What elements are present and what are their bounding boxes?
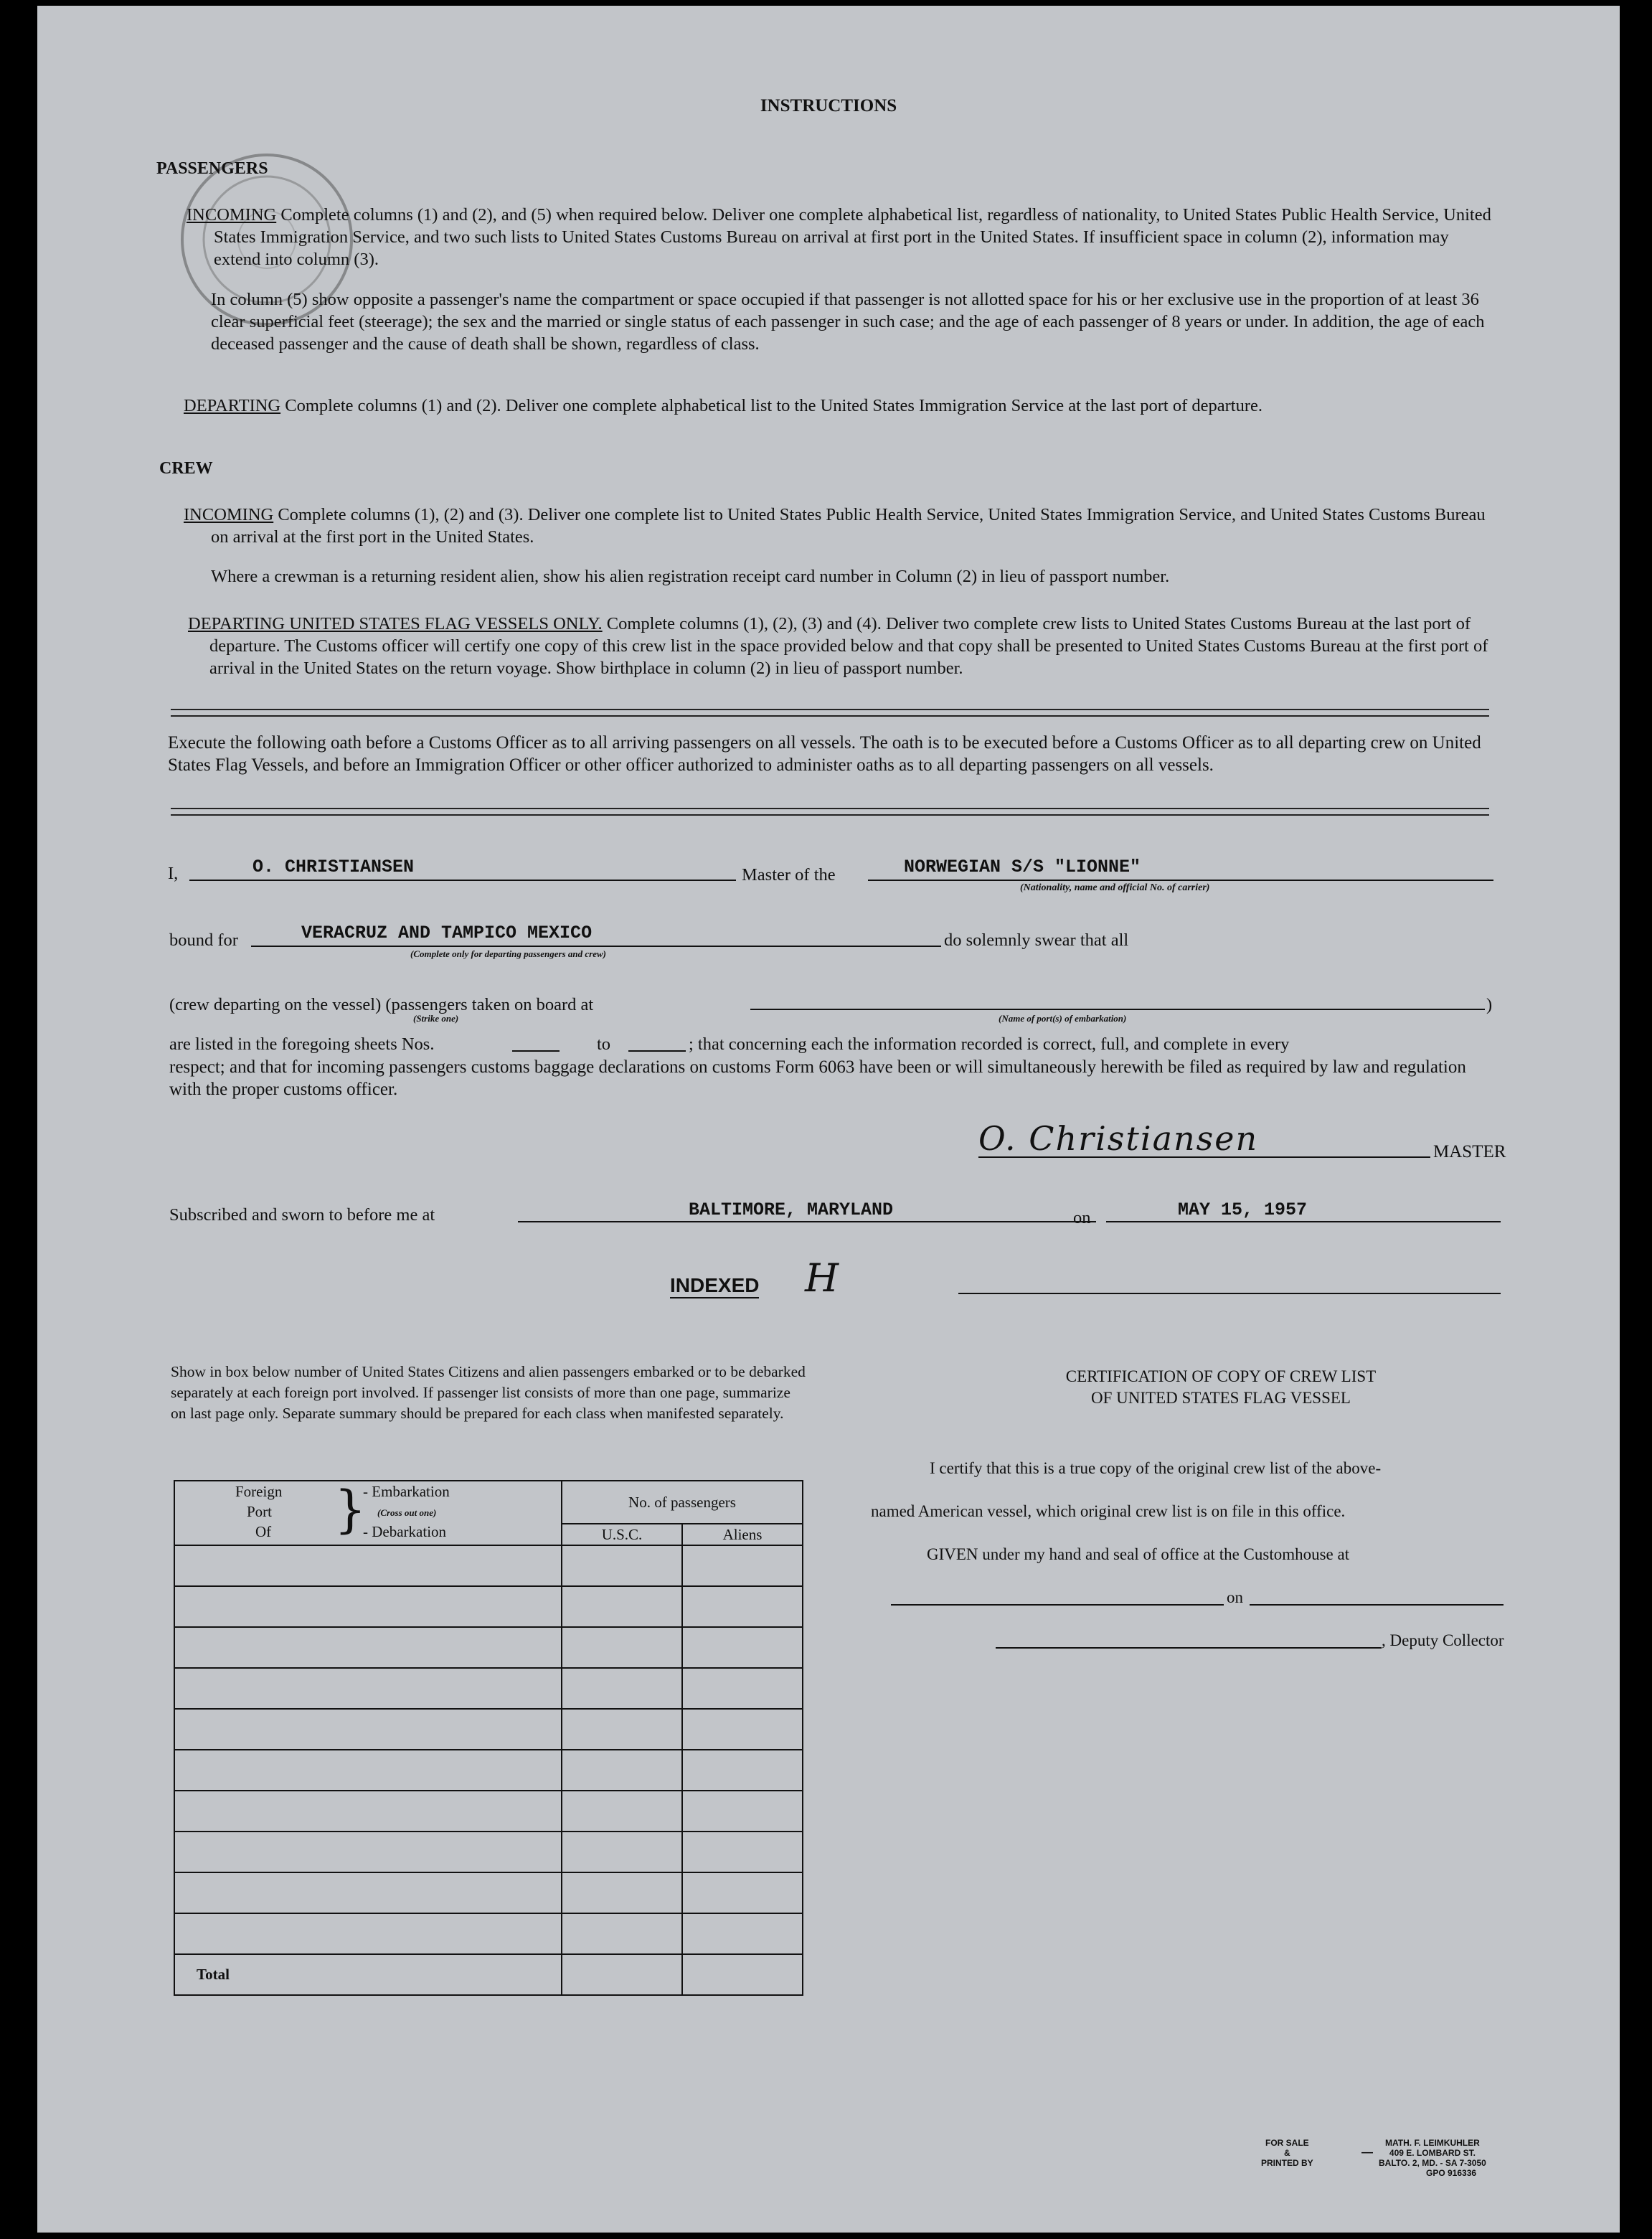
usc-cell[interactable] [562,1668,682,1709]
destination[interactable]: VERACRUZ AND TAMPICO MEXICO [301,923,593,943]
aliens-cell[interactable] [682,1750,803,1791]
printer-right: MATH. F. LEIMKUHLER 409 E. LOMBARD ST. BALTO. 2, MD. - SA 7-3050 [1379,2138,1486,2168]
printer-dash: — [1361,2146,1373,2159]
certification-title [905,1366,1537,1409]
destination-line [251,946,941,947]
indexed-line [958,1293,1501,1294]
passengers-departing [184,395,1499,417]
crew-alien [211,565,1499,588]
divider-top [171,709,1489,717]
debarkation-label: - Debarkation [363,1523,447,1540]
port-cell[interactable] [174,1545,562,1586]
crew-incoming [184,504,1499,548]
aliens-cell[interactable] [682,1872,803,1913]
aliens-cell[interactable] [682,1668,803,1709]
passengers-incoming [187,204,1499,270]
on-label: on [1073,1208,1091,1227]
deputy-collector-label: , Deputy Collector [1382,1631,1504,1649]
usc-cell[interactable] [562,1709,682,1750]
master-name[interactable]: O. CHRISTIANSEN [252,857,415,877]
date[interactable]: MAY 15, 1957 [1178,1199,1308,1220]
sheet-to-line[interactable] [628,1050,686,1052]
summary-instructions: Show in box below number of United States Citizens and alien passengers embarked or to be debarked separately at each foreign port involved. If passenger list consists of more than one page, summarize on last page only. Separate summary should be prepared for each class when manifested separately. [171,1363,806,1422]
divider-bottom [171,808,1489,816]
master-label: MASTER [1433,1142,1506,1161]
certification-title-line2: OF UNITED STATES FLAG VESSEL [1091,1389,1351,1407]
embarkation-label: - Embarkation [363,1483,450,1500]
certification-date-line[interactable] [1250,1604,1504,1606]
listed-rest: ; that concerning each the information recorded is correct, full, and complete in every [689,1034,1290,1054]
vessel-caption: (Nationality, name and official No. of carrier) [1020,882,1210,893]
i-label: I, [168,864,179,883]
usc-cell[interactable] [562,1872,682,1913]
to-label: to [597,1034,611,1054]
destination-caption: (Complete only for departing passengers and crew) [410,948,606,959]
certification-title-line1: CERTIFICATION OF COPY OF CREW LIST [1065,1367,1377,1385]
aliens-header: Aliens [682,1524,803,1545]
certification-line2: named American vessel, which original crew list is on file in this office. [871,1502,1346,1520]
indexed-mark: H [805,1255,839,1301]
subscribed-label: Subscribed and sworn to before me at [169,1205,435,1225]
usc-cell[interactable] [562,1586,682,1627]
close-paren: ) [1486,995,1493,1014]
form-sheet [37,6,1620,2233]
usc-cell[interactable] [562,1791,682,1832]
usc-cell[interactable] [562,1627,682,1668]
ports-line [750,1009,1485,1010]
total-label: Total [174,1954,562,1995]
baggage-block [169,1056,1493,1100]
signature-line [978,1156,1430,1158]
passengers-departing-label: DEPARTING [184,396,281,415]
crew-incoming-text: Complete columns (1), (2) and (3). Deliver one complete list to United States Public Health Service, United States Immigration Service, and United States Customs Bureau on arrival at the first port in the United States. [211,505,1486,547]
listed-label: are listed in the foregoing sheets Nos. [169,1034,435,1054]
passengers-incoming-text: Complete columns (1) and (2), and (5) when required below. Deliver one complete alphabetical list, regardless of nationality, to United States Public Health Service, United States Immigration Service, and two such lists to United States Customs Bureau on arrival at first port in the United States. If insufficient space in column (2), information may extend into column (3). [214,205,1491,269]
ports-caption: (Name of port(s) of embarkation) [999,1013,1127,1024]
aliens-cell[interactable] [682,1709,803,1750]
printer-gpo: GPO 916336 [1426,2168,1477,2178]
place-line [518,1221,1096,1222]
oath-intro-text: Execute the following oath before a Customs Officer as to all arriving passengers on all vessels. The oath is to be executed before a Customs Officer as to all departing crew on United States Flag Vessels, and before an Immigration Officer or other officer authorized to administer oaths as to all departing passengers on all vessels. [168,733,1481,775]
port-cell[interactable] [174,1872,562,1913]
passengers-incoming-label: INCOMING [187,205,277,225]
page-title: INSTRUCTIONS [760,96,897,116]
aliens-cell[interactable] [682,1586,803,1627]
crew-heading: CREW [159,459,213,478]
port-cell[interactable] [174,1668,562,1709]
usc-total-cell[interactable] [562,1954,682,1995]
aliens-cell[interactable] [682,1832,803,1872]
certification-on-label: on [1227,1588,1243,1606]
port-cell[interactable] [174,1832,562,1872]
port-cell[interactable] [174,1750,562,1791]
port-cell[interactable] [174,1586,562,1627]
crew-alien-text: Where a crewman is a returning resident alien, show his alien registration receipt card number in Column (2) in lieu of passport number. [211,567,1170,586]
port-header [174,1481,562,1545]
passengers-column5 [211,288,1499,355]
of-label: Of [255,1523,272,1540]
aliens-total-cell[interactable] [682,1954,803,1995]
passengers-heading: PASSENGERS [156,159,268,178]
vessel-name[interactable]: NORWEGIAN S/S "LIONNE" [904,857,1141,877]
port-label: Port [247,1503,273,1520]
date-line [1106,1221,1501,1222]
oath-intro [168,732,1502,776]
crew-departing-text: Complete columns (1), (2), (3) and (4). Deliver two complete crew lists to United States Customs Bureau at the last port of departure. The Customs officer will certify one copy of this crew list in the space provided below and that copy shall be presented to United States Customs Bureau at the first port of arrival in the United States on the return voyage. Show birthplace in column (2) in lieu of passport number. [209,614,1488,678]
passenger-summary-table [174,1480,803,1996]
strike-caption: (Strike one) [413,1013,459,1024]
master-of-label: Master of the [742,865,836,885]
certification-line3: GIVEN under my hand and seal of office at the Customhouse at [927,1545,1350,1563]
printer-left: FOR SALE & PRINTED BY [1261,2138,1313,2168]
passengers-column5-text: In column (5) show opposite a passenger's name the compartment or space occupied if that passenger is not allotted space for his or her exclusive use in the proportion of at least 36 clear superficial feet (steerage); the sex and the married or single status of each passenger in such case; and the age of each passenger of 8 years or under. In addition, the age of each deceased passenger and the cause of death shall be shown, regardless of class. [211,290,1485,354]
port-cell[interactable] [174,1627,562,1668]
aliens-cell[interactable] [682,1791,803,1832]
usc-cell[interactable] [562,1750,682,1791]
baggage-text: respect; and that for incoming passengers customs baggage declarations on customs Form 6063 have been or will simultaneously herewith be filed as required by law and regulation with the proper customs officer. [169,1057,1466,1099]
crew-departing-label: DEPARTING UNITED STATES FLAG VESSELS ONLY. [188,614,603,633]
deputy-signature-line[interactable] [996,1647,1382,1649]
usc-header: U.S.C. [562,1524,682,1545]
vessel-line [868,880,1493,881]
indexed-label: INDEXED [670,1274,759,1298]
usc-cell[interactable] [562,1913,682,1954]
certification-line1: I certify that this is a true copy of the original crew list of the above- [930,1459,1382,1477]
sheet-from-line[interactable] [512,1050,560,1052]
crew-passengers-label: (crew departing on the vessel) (passengers taken on board at [169,995,594,1014]
aliens-cell[interactable] [682,1913,803,1954]
crew-incoming-label: INCOMING [184,505,274,524]
port-cell[interactable] [174,1913,562,1954]
aliens-cell[interactable] [682,1627,803,1668]
master-signature: O. Christiansen [978,1119,1259,1158]
passengers-departing-text: Complete columns (1) and (2). Deliver one complete alphabetical list to the United States Immigration Service at the last port of departure. [285,396,1262,415]
brace-icon: } [334,1480,367,1539]
aliens-cell[interactable] [682,1545,803,1586]
bound-for-label: bound for [169,930,238,950]
port-cell[interactable] [174,1709,562,1750]
swear-label: do solemnly swear that all [944,930,1129,950]
usc-cell[interactable] [562,1545,682,1586]
crew-departing [188,613,1499,679]
port-cell[interactable] [174,1791,562,1832]
master-name-line [189,880,736,881]
place[interactable]: BALTIMORE, MARYLAND [689,1199,894,1220]
cross-out-label: (Cross out one) [377,1507,437,1518]
foreign-label: Foreign [235,1483,283,1500]
usc-cell[interactable] [562,1832,682,1872]
no-passengers-header: No. of passengers [562,1481,803,1524]
customhouse-line[interactable] [891,1604,1224,1606]
